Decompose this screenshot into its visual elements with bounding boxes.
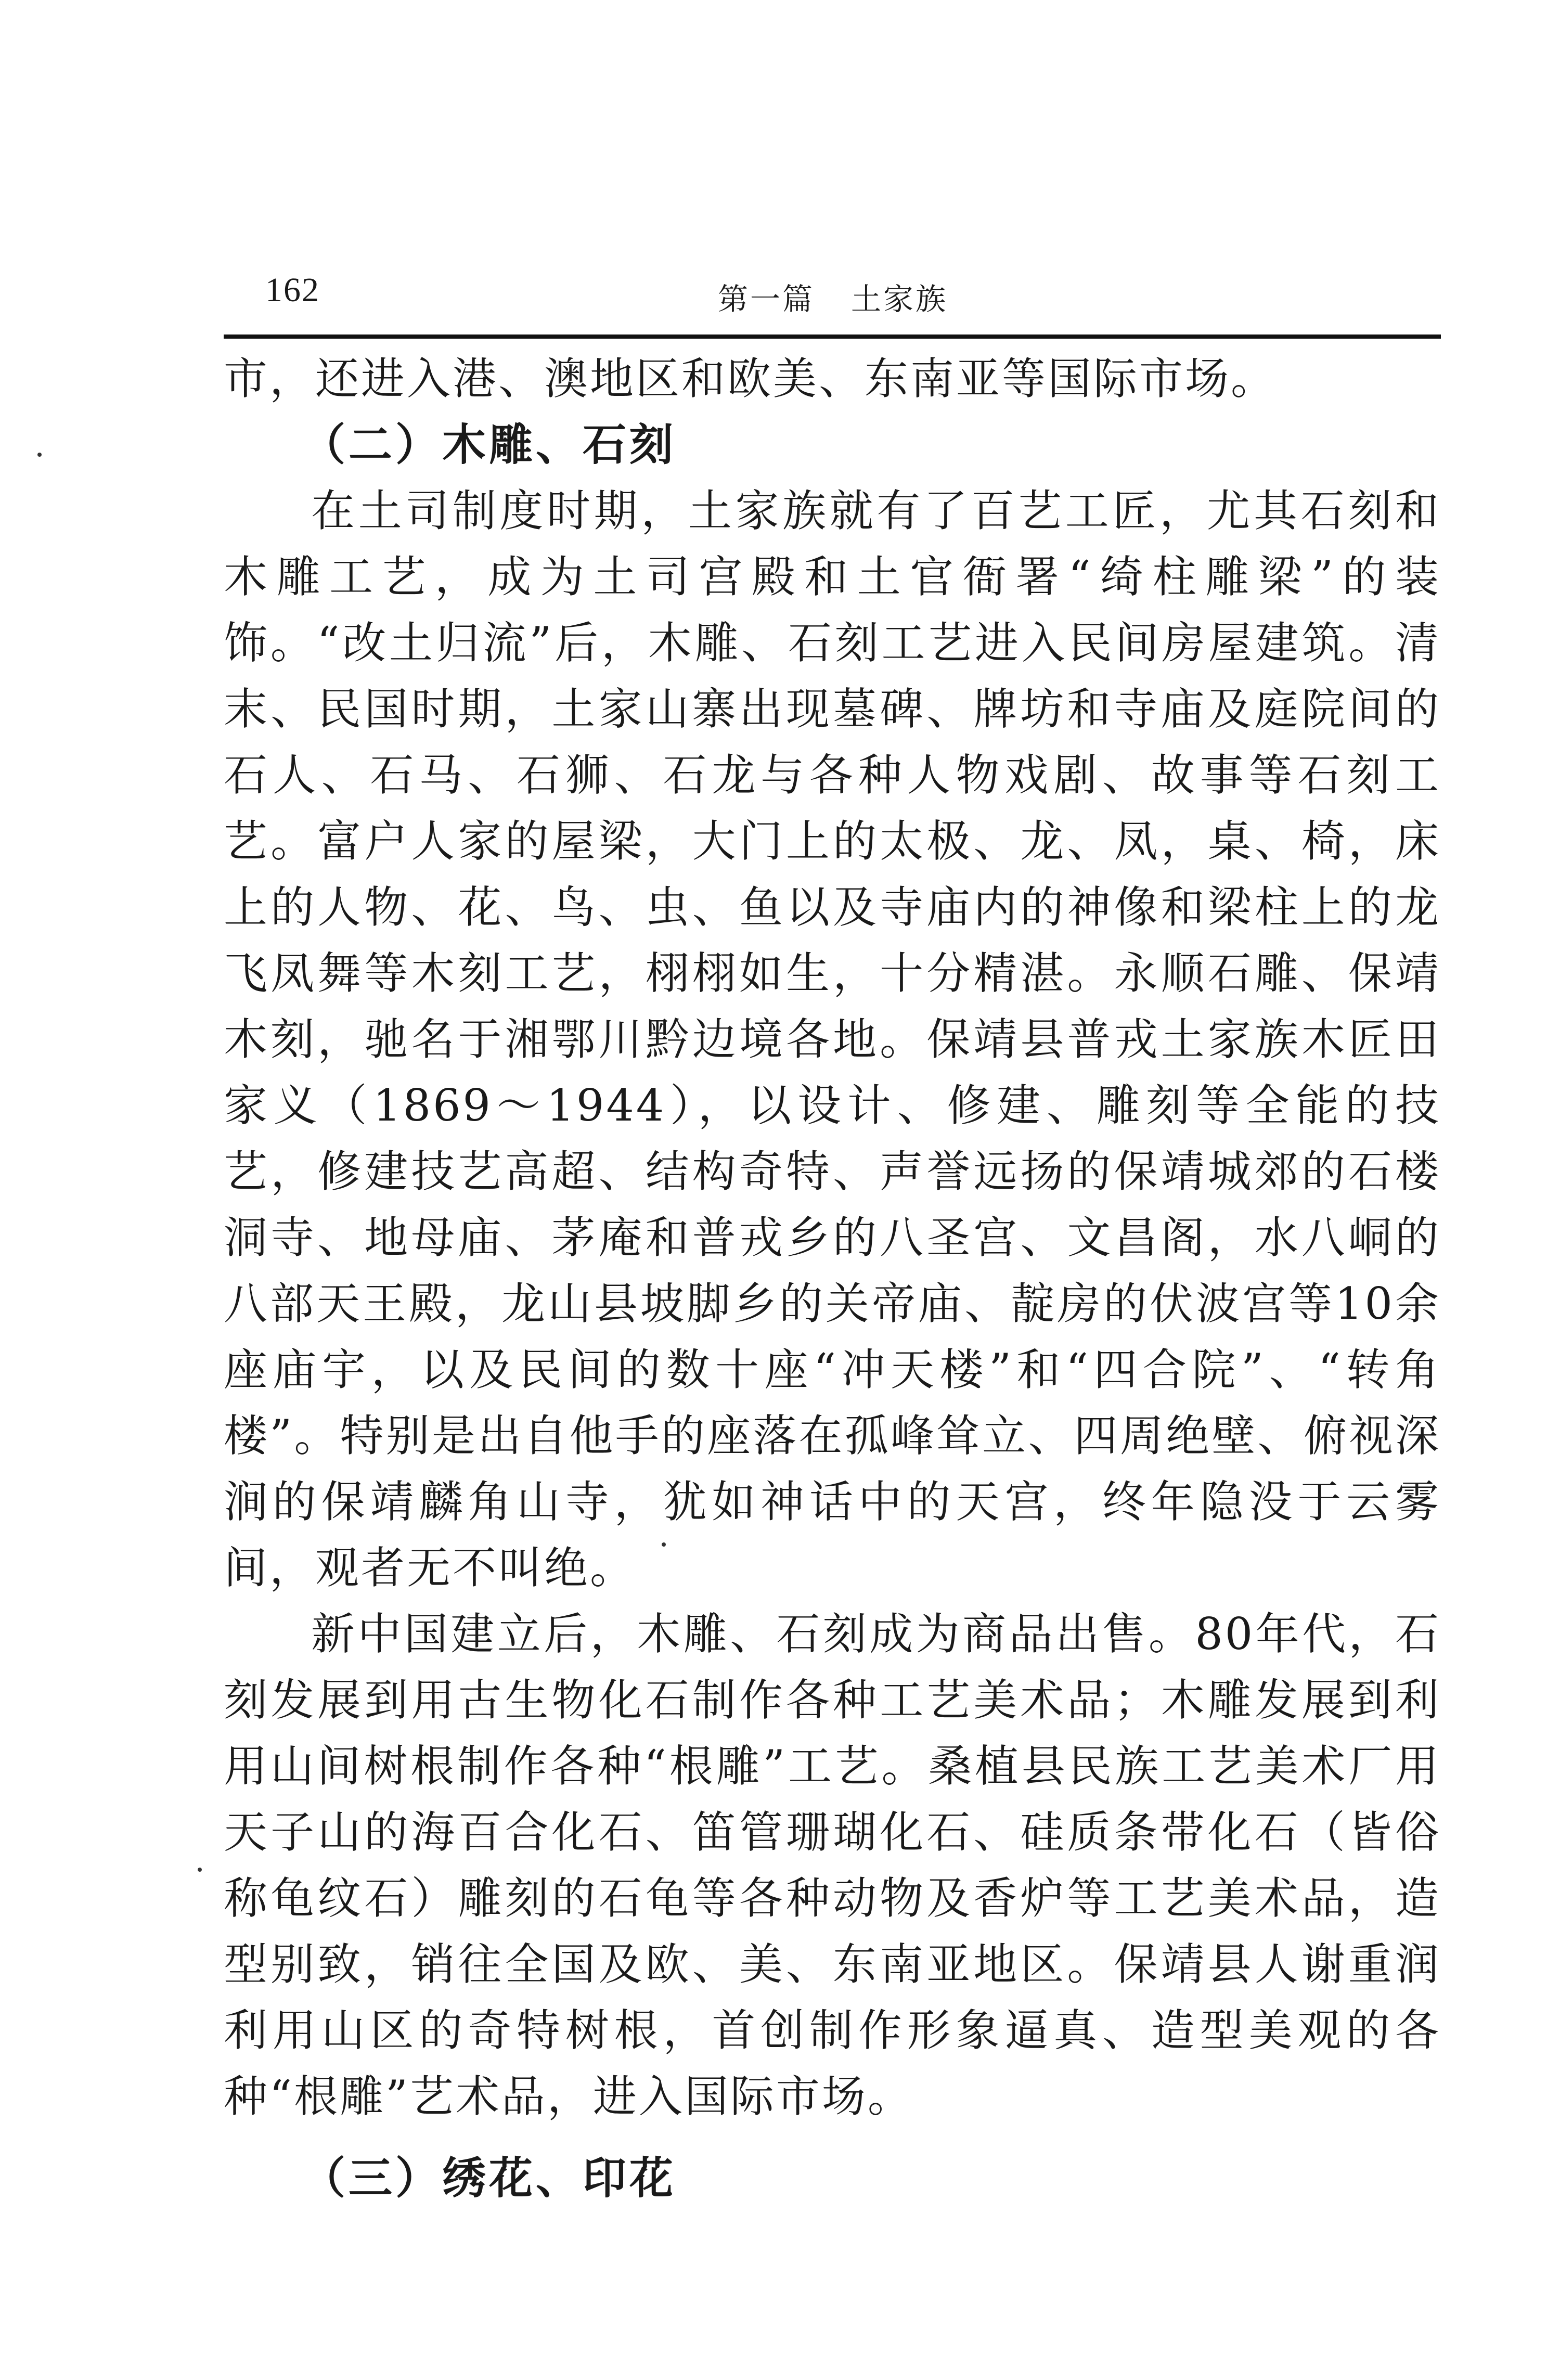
running-head: [718, 275, 948, 318]
running-head-chapter: 土家族: [851, 281, 948, 317]
opening-line: 市，还进入港、澳地区和欧美、东南亚等国际市场。: [224, 353, 1277, 404]
page-header: [224, 260, 1441, 323]
paragraph-carving-history: 在土司制度时期，土家族就有了百艺工匠，尤其石刻和木雕工艺，成为土司宫殿和土官衙署“绮柱雕梁”的装饰。“改土归流”后，木雕、石刻工艺进入民间房屋建筑。清末、民国时期，土家山寨出现墓碑、牌坊和寺庙及庭院间的石人、石马、石狮、石龙与各种人物戏剧、故事等石刻工艺。富户人家的屋梁，大门上的太极、龙、凤，桌、椅，床上的人物、花、鸟、虫、鱼以及寺庙内的神像和梁柱上的龙飞凤舞等木刻工艺，栩栩如生，十分精湛。永顺石雕、保靖木刻，驰名于湘鄂川黔边境各地。保靖县普戎土家族木匠田家义（1869～1944），以设计、修建、雕刻等全能的技艺，修建技艺高超、结构奇特、声誉远扬的保靖城郊的石楼洞寺、地母庙、茅庵和普戎乡的八圣宫、文昌阁，水八峒的八部天王殿，龙山县坡脚乡的关帝庙、靛房的伏波宫等10余座庙宇，以及民间的数十座“冲天楼”和“四合院”、“转角楼”。特别是出自他手的座落在孤峰耸立、四周绝壁、俯视深涧的保靖麟角山寺，犹如神话中的天宫，终年隐没于云雾间，观者无不叫绝。: [224, 485, 1441, 1593]
section-heading-wood-stone-carving: （二）木雕、石刻: [302, 419, 677, 470]
scan-speck: [198, 1868, 202, 1872]
running-head-part: 第一篇: [718, 281, 815, 317]
scan-speck: [662, 1542, 666, 1547]
page-number: 162: [265, 271, 320, 309]
section-heading-embroidery-printing: （三）绣花、印花: [302, 2153, 677, 2204]
header-rule: [224, 335, 1441, 339]
body-text: [224, 346, 1441, 2211]
scan-speck: [37, 453, 42, 457]
paragraph-carving-modern: 新中国建立后，木雕、石刻成为商品出售。80年代，石刻发展到用古生物化石制作各种工艺美术品；木雕发展到利用山间树根制作各种“根雕”工艺。桑植县民族工艺美术厂用天子山的海百合化石、笛管珊瑚化石、硅质条带化石（皆俗称龟纹石）雕刻的石龟等各种动物及香炉等工艺美术品，造型别致，销往全国及欧、美、东南亚地区。保靖县人谢重润利用山区的奇特树根，首创制作形象逼真、造型美观的各种“根雕”艺术品，进入国际市场。: [224, 1609, 1441, 2122]
